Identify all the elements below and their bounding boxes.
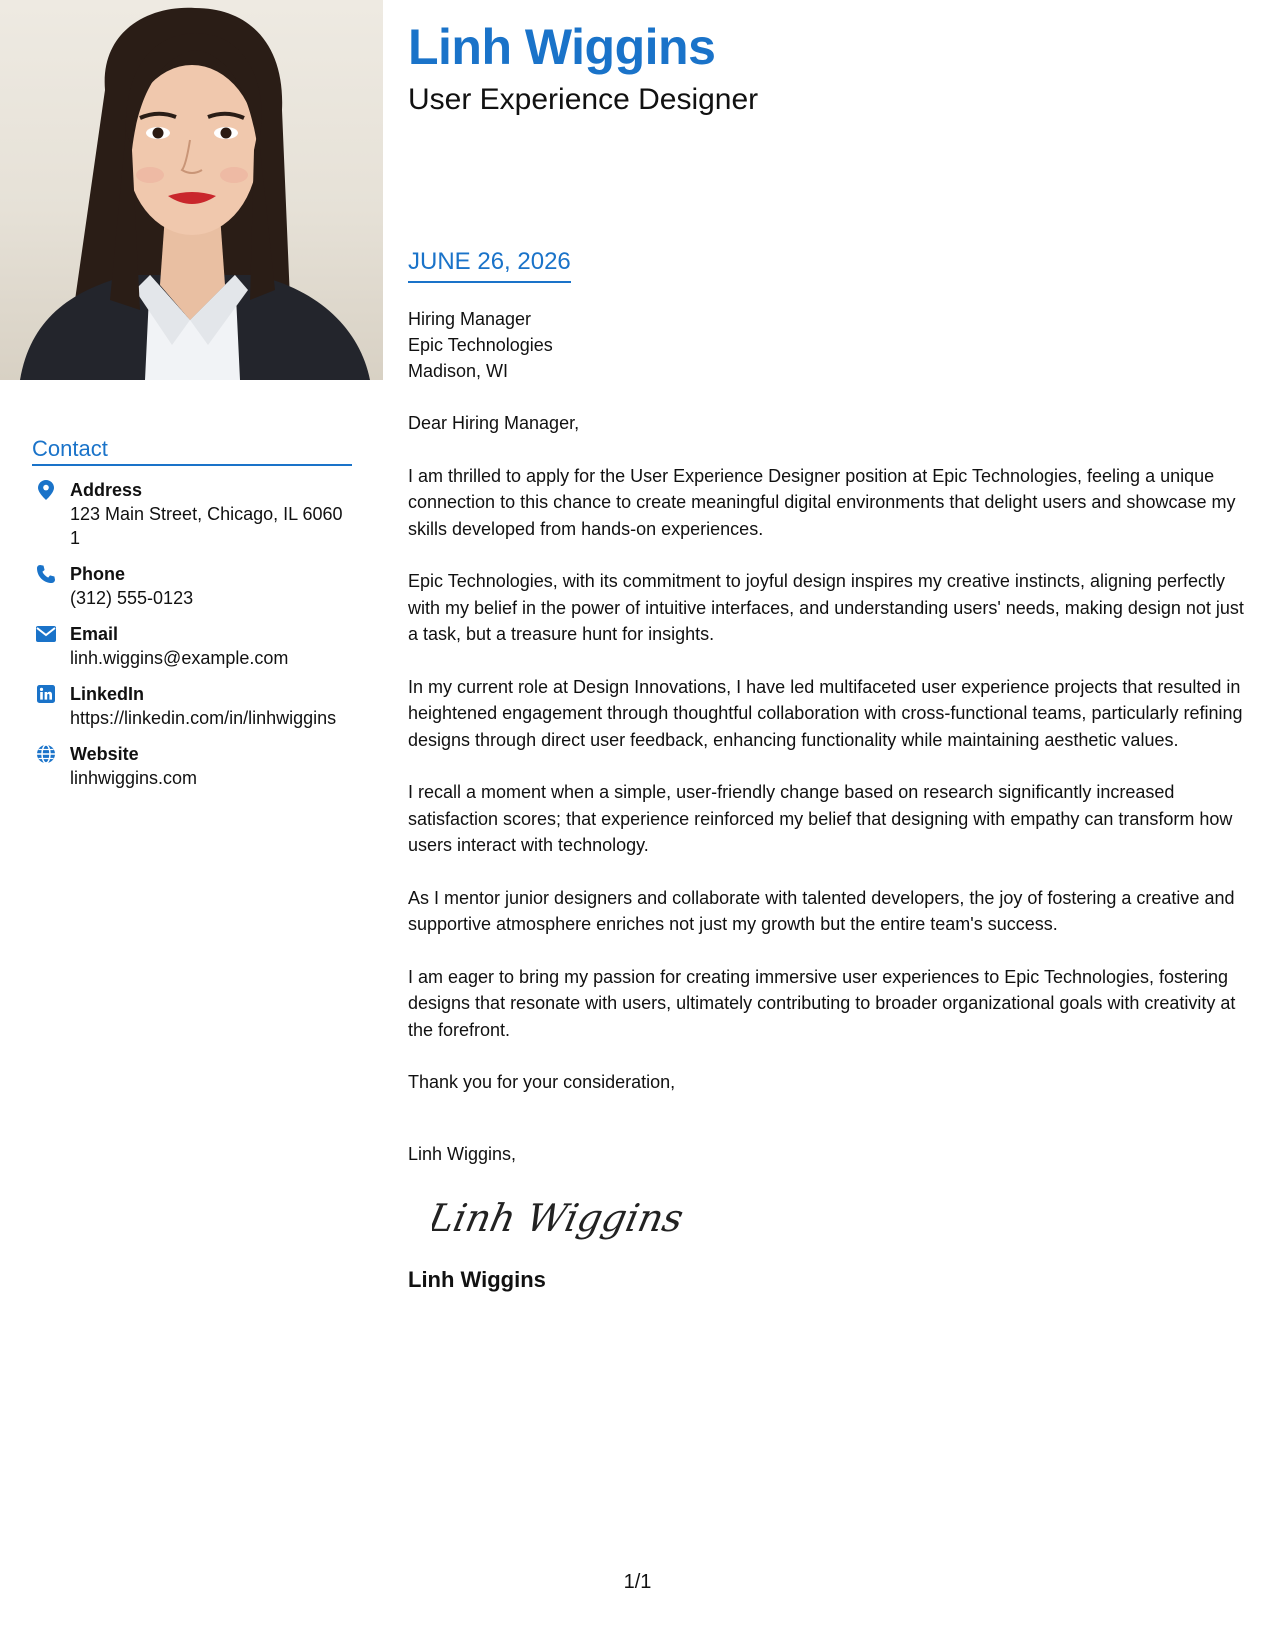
salutation: Dear Hiring Manager, [408, 413, 580, 433]
recipient-location: Madison, WI [408, 361, 509, 381]
letter-paragraph: Epic Technologies, with its commitment to joyful design inspires my creative instincts, aligning perfectly with my belief in the power of intuitive interfaces, and understanding users' needs, making design not just a task, but a treasure hunt for insights. [408, 571, 1244, 644]
location-pin-icon [36, 480, 56, 500]
closing: Thank you for your consideration, [408, 1072, 676, 1092]
recipient-name: Hiring Manager [408, 309, 532, 329]
contact-label: Address [70, 480, 143, 501]
job-title: User Experience Designer [408, 83, 759, 116]
letter-paragraph: As I mentor junior designers and collaborate with talented developers, the joy of fostering a creative and supportive atmosphere enriches not just my growth but the entire team's success. [408, 887, 1235, 934]
email-value: linh.wiggins@example.com [70, 648, 289, 669]
recipient-block [408, 306, 1248, 384]
contact-label: Email [70, 624, 119, 645]
letter-body [408, 306, 1248, 1294]
profile-photo [0, 0, 383, 380]
linkedin-icon [36, 684, 56, 704]
contact-linkedin [32, 682, 352, 730]
letter-paragraph: I recall a moment when a simple, user-friendly change based on research significantly increased satisfaction scores; that experience reinforced my belief that designing with empathy can transform how users interact with technology. [408, 782, 1233, 855]
contact-heading: Contact [32, 436, 352, 466]
contact-label: Website [70, 744, 139, 765]
contact-section [32, 436, 352, 802]
letter-paragraph: In my current role at Design Innovations, I have led multifaceted user experience projects that resulted in heightened engagement through thoughtful collaboration with cross-functional teams, particularly refining designs through direct user feedback, enhancing functionality while maintaining aesthetic values. [408, 676, 1243, 750]
letter-paragraph: I am eager to bring my passion for creating immersive user experiences to Epic Technologies, fostering designs that resonate with users, ultimately contributing to broader organizational goals with creativity at the forefront. [408, 966, 1236, 1040]
handwritten-signature [432, 1185, 1248, 1255]
page-number: 1/1 [623, 1571, 652, 1593]
phone-value: (312) 555-0123 [70, 588, 194, 609]
signed-name: Linh Wiggins [408, 1267, 546, 1292]
letter-date: JUNE 26, 2026 [408, 249, 571, 283]
contact-address [32, 478, 352, 550]
contact-email [32, 622, 352, 670]
globe-icon [36, 744, 56, 764]
linkedin-value[interactable]: https://linkedin.com/in/linhwiggins [70, 708, 337, 729]
sign-off: Linh Wiggins, [408, 1143, 517, 1164]
contact-label: LinkedIn [70, 684, 145, 705]
portrait-photo [0, 0, 383, 380]
letter-paragraph: I am thrilled to apply for the User Experience Designer position at Epic Technologies, feeling a unique connection to this chance to create meaningful digital environments that delight users and showcase my skills developed from hands-on experiences. [408, 465, 1236, 539]
envelope-icon [36, 624, 56, 644]
contact-website [32, 742, 352, 790]
signature-text: Linh Wiggins [432, 1196, 688, 1241]
applicant-name: Linh Wiggins [408, 19, 716, 75]
contact-label: Phone [70, 564, 126, 585]
contact-phone [32, 562, 352, 610]
recipient-company: Epic Technologies [408, 335, 553, 355]
phone-icon [36, 564, 56, 584]
website-value[interactable]: linhwiggins.com [70, 768, 198, 789]
address-value: 123 Main Street, Chicago, IL 60601 [70, 504, 343, 549]
